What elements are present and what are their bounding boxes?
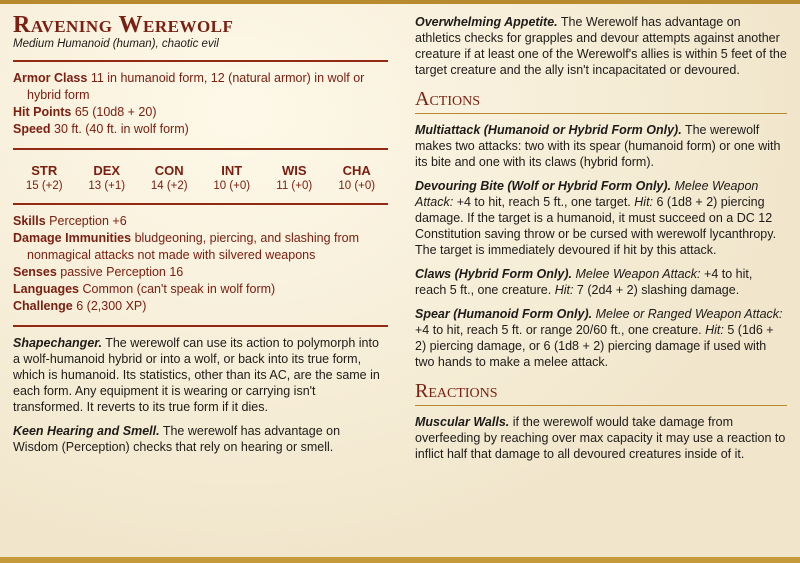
senses-label: Senses (13, 265, 57, 279)
divider (13, 203, 388, 205)
trait-name: Shapechanger. (13, 336, 102, 350)
monster-name: Ravening Werewolf (13, 12, 234, 38)
action-name: Multiattack (Humanoid or Hybrid Form Only). (415, 123, 682, 137)
ability-score: 15 (+2) (25, 180, 63, 192)
trait-keen-senses (13, 423, 388, 455)
ability-score: 14 (+2) (150, 180, 188, 192)
ability-score: 10 (+0) (338, 180, 376, 192)
armor-class-label: Armor Class (13, 71, 88, 85)
ability-dex (77, 162, 137, 193)
challenge-label: Challenge (13, 299, 73, 313)
top-border (0, 0, 800, 4)
trait-text: The Werewolf has advantage on athletics checks for grapples and devour attempts against another creature if at least one of the Werewolf's allies is within 5 feet of the target creature and the ally isn't incapacitated or devoured. (415, 15, 787, 77)
challenge (13, 298, 388, 315)
action-devouring-bite (415, 178, 787, 258)
ability-name: DEX (93, 163, 121, 178)
trait-text: The werewolf has advantage on Wisdom (Perception) checks that rely on hearing or smell. (13, 424, 341, 454)
hit-label: Hit: (634, 195, 654, 209)
reaction-muscular-walls (415, 414, 787, 462)
attack-type: Melee Weapon Attack: (575, 267, 701, 281)
divider (13, 325, 388, 327)
attack-text: +4 to hit, reach 5 ft., one creature. (415, 267, 753, 297)
ability-wis (264, 162, 324, 193)
trait-name: Keen Hearing and Smell. (13, 424, 160, 438)
hit-label: Hit: (554, 283, 574, 297)
speed-label: Speed (13, 122, 51, 136)
ability-name: STR (31, 163, 58, 178)
trait-shapechanger (13, 335, 388, 415)
speed-value: 30 ft. (40 ft. in wolf form) (54, 122, 189, 136)
divider (13, 148, 388, 150)
ability-name: INT (221, 163, 243, 178)
hit-points (13, 104, 388, 121)
ability-score: 13 (+1) (88, 180, 126, 192)
hit-label: Hit: (705, 323, 724, 337)
ability-str (14, 162, 74, 193)
action-claws (415, 266, 787, 298)
hit-text: 5 (1d6 + 2) piercing damage, or 6 (1d8 + 2) piercing damage if used with two hands to make a melee attack. (415, 323, 774, 369)
immunities-label: Damage Immunities (13, 231, 132, 245)
armor-class (13, 70, 388, 104)
attack-type: Melee or Ranged Weapon Attack: (595, 307, 783, 321)
hit-text: 7 (2d4 + 2) slashing damage. (576, 283, 740, 297)
speed (13, 121, 388, 138)
monster-meta: Medium Humanoid (human), chaotic evil (13, 38, 219, 50)
challenge-value: 6 (2,300 XP) (76, 299, 147, 313)
trait-overwhelming-appetite (415, 14, 787, 78)
skills-value: Perception +6 (49, 214, 127, 228)
ability-int (202, 162, 262, 193)
senses (13, 264, 388, 281)
hit-text: 6 (1d8 + 2) piercing damage. If the target is a humanoid, it must succeed on a DC 12 Constitution saving throw or be cursed with werewolf lycanthropy. The target is immediately devoured if hit by this attack. (415, 195, 777, 257)
reactions-heading: Reactions (415, 380, 787, 406)
languages-value: Common (can't speak in wolf form) (82, 282, 276, 296)
action-multiattack (415, 122, 787, 170)
action-name: Claws (Hybrid Form Only). (415, 267, 572, 281)
ability-name: CON (154, 163, 184, 178)
senses-value: passive Perception 16 (60, 265, 184, 279)
left-column (13, 12, 388, 463)
action-name: Spear (Humanoid Form Only). (415, 307, 593, 321)
right-column (415, 14, 787, 470)
reaction-text: if the werewolf would take damage from overfeeding by reaching over max capacity it may use a reaction to inflict half that damage to all devoured creatures inside of it. (415, 415, 786, 461)
ability-cha (327, 162, 387, 193)
trait-name: Overwhelming Appetite. (415, 15, 558, 29)
attack-text: +4 to hit, reach 5 ft. or range 20/60 ft., one creature. (415, 323, 702, 337)
damage-immunities (13, 230, 388, 264)
skills (13, 213, 388, 230)
ability-score: 10 (+0) (213, 180, 251, 192)
armor-class-value: 11 in humanoid form, 12 (natural armor) in wolf or hybrid form (27, 71, 365, 102)
action-text: The werewolf makes two attacks: two with its spear (humanoid form) or one with its bite and one with its claws (hybrid form). (415, 123, 781, 169)
ability-scores (13, 158, 388, 193)
ability-name: CHA (342, 163, 371, 178)
ability-name: WIS (281, 163, 307, 178)
trait-text: The werewolf can use its action to polymorph into a wolf-humanoid hybrid or into a wolf, or back into its true form, which is humanoid. Its statistics, other than its AC, are the same in each form. Any equipment it is wearing or carrying isn't transformed. It reverts to its true form if it dies. (13, 336, 380, 414)
attack-type: Melee Weapon Attack: (415, 179, 759, 209)
divider (13, 60, 388, 62)
attack-text: +4 to hit, reach 5 ft., one target. (456, 195, 631, 209)
skills-label: Skills (13, 214, 46, 228)
action-spear (415, 306, 787, 370)
languages (13, 281, 388, 298)
hit-points-value: 65 (10d8 + 20) (74, 105, 157, 119)
languages-label: Languages (13, 282, 79, 296)
immunities-value: bludgeoning, piercing, and slashing from nonmagical attacks not made with silvered weapons (27, 231, 360, 262)
actions-heading: Actions (415, 88, 787, 114)
reaction-name: Muscular Walls. (415, 415, 510, 429)
bottom-border (0, 557, 800, 563)
action-name: Devouring Bite (Wolf or Hybrid Form Only). (415, 179, 672, 193)
ability-score: 11 (+0) (276, 180, 313, 192)
hit-points-label: Hit Points (13, 105, 72, 119)
ability-con (139, 162, 199, 193)
